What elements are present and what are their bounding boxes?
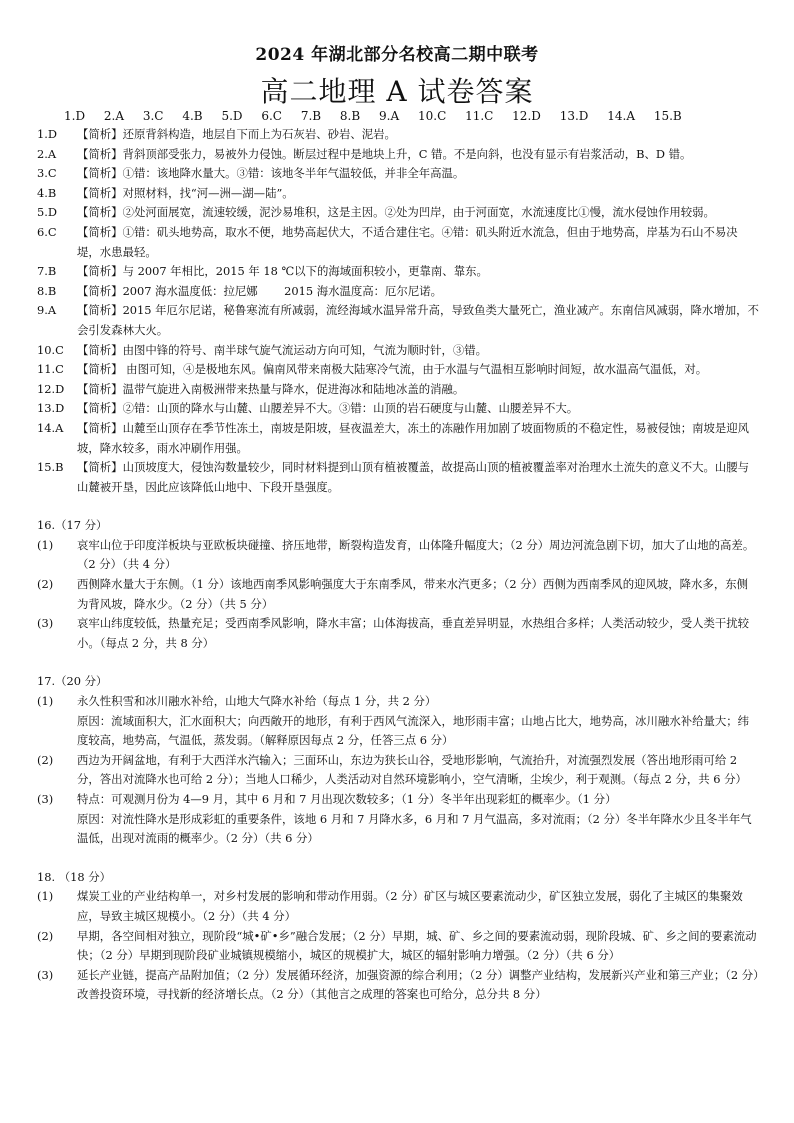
explanation-item: 8.B 【简析】2007 海水温度低：拉尼娜 2015 海水温度高：厄尔尼诺。 xyxy=(37,283,442,298)
answer-key-item: 13.D xyxy=(559,109,589,123)
question-16-part: (2) 西侧降水量大于东侧。（1 分）该地西南季风影响强度大于东南季风，带来水汽更多；（2 分）西侧为西南季风的迎风坡，降水多，东侧为背风坡，降水少。（2 分）（共 5 分） xyxy=(37,577,748,611)
question-18-part: (2) 早期，各空间相对独立，现阶段“城•矿•乡”融合发展；（2 分）早期，城、矿、乡之间的要素流动弱，现阶段城、矿、乡之间的要素流动快；（2 分）早期到现阶段矿业城镇规模缩小，城区的规模扩大，城区的辐射影响力增强。（2 分）（共 6 分） xyxy=(37,928,757,963)
exam-title: 2024 年湖北部分名校高二期中联考 xyxy=(255,45,539,65)
explanation-item: 5.D 【简析】②处河面展宽，流速较缓，泥沙易堆积，这是主因。②处为凹岸，由于河面宽，水流速度比①慢，流水侵蚀作用较弱。 xyxy=(37,205,715,220)
question-16-part: (3) 哀牢山纬度较低，热量充足；受西南季风影响，降水丰富；山体海拔高，垂直差异明显，水热组合多样；人类活动较少，受人类干扰较小。（每点 2 分，共 8 分） xyxy=(37,616,750,650)
explanation-item: 2.A 【简析】背斜顶部受张力，易被外力侵蚀。断层过程中是地块上升，C 错。不是向斜，也没有显示有岩浆活动，B、D 错。 xyxy=(37,146,692,161)
question-18-heading: 18. （18 分） xyxy=(37,869,112,884)
question-17-part: (1) 永久性积雪和冰川融水补给，山地大气降水补给（每点 1 分，共 2 分） 原因：流域面积大，汇水面积大；向西敞开的地形，有利于西风气流深入，地形雨丰富；山地占比大，地势高，冰川融水补给量大；纬度较高，地势高，气温低，蒸发弱。（解释原因每点 2 分，任答三点 6 分） xyxy=(37,694,750,748)
answer-key-item: 5.D xyxy=(221,109,243,123)
explanation-item: 11.C 【简析】 由图可知，④是极地东风。偏南风带来南极大陆寒冷气流，由于水温与气温相互影响时间短，故水温高气温低，对。 xyxy=(37,362,708,377)
answer-key-item: 12.D xyxy=(512,109,541,123)
answer-key-item: 4.B xyxy=(182,109,203,123)
explanation-item: 4.B 【简析】对照材料，找“河—洲—湖—陆”。 xyxy=(37,185,294,200)
answer-key-item: 8.B xyxy=(339,109,361,123)
answer-body xyxy=(37,125,759,1005)
answer-key-item: 3.C xyxy=(142,109,164,123)
question-17-part: (3) 特点：可观测月份为 4—9 月，其中 6 月和 7 月出现次数较多；（1 分）冬半年出现彩虹的概率少。（1 分） 原因：对流性降水是形成彩虹的重要条件，该地 6 月和 7 月降水多，6 月和 7 月气温高，多对流雨；（2 分）冬半年降水少且冬半年气温低，出现对流雨的概率少。（2 分）（共 6 分） xyxy=(37,792,752,846)
explanation-item: 1.D 【简析】还原背斜构造，地层自下而上为石灰岩、砂岩、泥岩。 xyxy=(37,127,396,141)
answer-key-item: 10.C xyxy=(417,109,447,123)
question-16-part: (1) 哀牢山位于印度洋板块与亚欧板块碰撞、挤压地带，断裂构造发育，山体隆升幅度大；（2 分）周边河流急剧下切，加大了山地的高差。（2 分）（共 4 分） xyxy=(37,537,755,572)
question-18-part: (1) 煤炭工业的产业结构单一，对乡村发展的影响和带动作用弱。（2 分）矿区与城区要素流动少，矿区独立发展，弱化了主城区的集聚效应，导致主城区规模小。（2 分）（共 4 分） xyxy=(37,889,743,923)
explanation-item: 13.D 【简析】②错：山顶的降水与山麓、山腰差异不大。③错：山顶的岩石硬度与山麓、山腰差异不大。 xyxy=(37,401,579,416)
answer-key-item: 9.A xyxy=(379,109,400,123)
explanation-item: 12.D 【简析】温带气旋进入南极洲带来热量与降水，促进海冰和陆地冰盖的消融。 xyxy=(37,381,465,396)
explanation-item: 15.B 【简析】山顶坡度大，侵蚀沟数量较少，同时材料提到山顶有植被覆盖，故提高山顶的植被覆盖率对治理水土流失的意义不大。山腰与山麓被开垦，因此应该降低山地中、下段开垦强度。 xyxy=(37,460,750,494)
answer-key-item: 11.C xyxy=(465,109,494,123)
answer-key-item: 15.B xyxy=(653,109,682,123)
explanation-item: 14.A 【简析】山麓至山顶存在季节性冻土，南坡是阳坡，昼夜温差大，冻土的冻融作用加剧了坡面物质的不稳定性，易被侵蚀；南坡是迎风坡，降水较多，雨水冲刷作用强。 xyxy=(37,420,750,455)
answer-key-row xyxy=(64,109,697,123)
question-16-heading: 16.（17 分） xyxy=(37,518,108,533)
explanation-item: 9.A 【简析】2015 年厄尔尼诺，秘鲁寒流有所减弱，流经海域水温异常升高，导致鱼类大量死亡，渔业减产。东南信风减弱，降水增加，不会引发森林大火。 xyxy=(37,303,759,337)
answer-key-item: 6.C xyxy=(261,109,282,123)
explanation-item: 3.C 【简析】①错：该地降水量大。③错：该地冬半年气温较低，并非全年高温。 xyxy=(37,166,465,181)
explanation-item: 6.C 【简析】①错：矶头地势高，取水不便，地势高起伏大，不适合建住宅。④错：矶头附近水流急，但由于地势高，岸基为石山不易决堤，水患最轻。 xyxy=(37,224,738,259)
explanation-item: 10.C 【简析】由图中锋的符号、南半球气旋气流运动方向可知，气流为顺时针，③错。 xyxy=(37,342,488,357)
question-18-part: (3) 延长产业链，提高产品附加值；（2 分）发展循环经济，加强资源的综合利用；（2 分）调整产业结构，发展新兴产业和第三产业；（2 分）改善投资环境，寻找新的经济增长点。（2 分）（其他言之成理的答案也可给分，总分共 8 分） xyxy=(37,967,759,1002)
answer-key-item: 7.B xyxy=(300,109,322,123)
explanation-item: 7.B 【简析】与 2007 年相比，2015 年 18 ℃以下的海域面积较小，更靠南、靠东。 xyxy=(37,264,488,279)
answer-key-item: 14.A xyxy=(607,109,636,123)
question-17-part: (2) 西边为开阔盆地，有利于大西洋水汽输入；三面环山，东边为狭长山谷，受地形影响，气流抬升，对流强烈发展（答出地形雨可给 2 分，答出对流降水也可给 2 分）；当地人口稀少，人类活动对自然环境影响小，空气清晰，尘埃少，利于观测。（每点 2 分，共 6 分） xyxy=(37,752,747,787)
paper-subtitle: 高二地理 A 试卷答案 xyxy=(260,75,534,108)
question-17-heading: 17.（20 分） xyxy=(37,674,108,689)
answer-key-item: 1.D xyxy=(64,109,86,123)
answer-key-item: 2.A xyxy=(103,109,125,123)
